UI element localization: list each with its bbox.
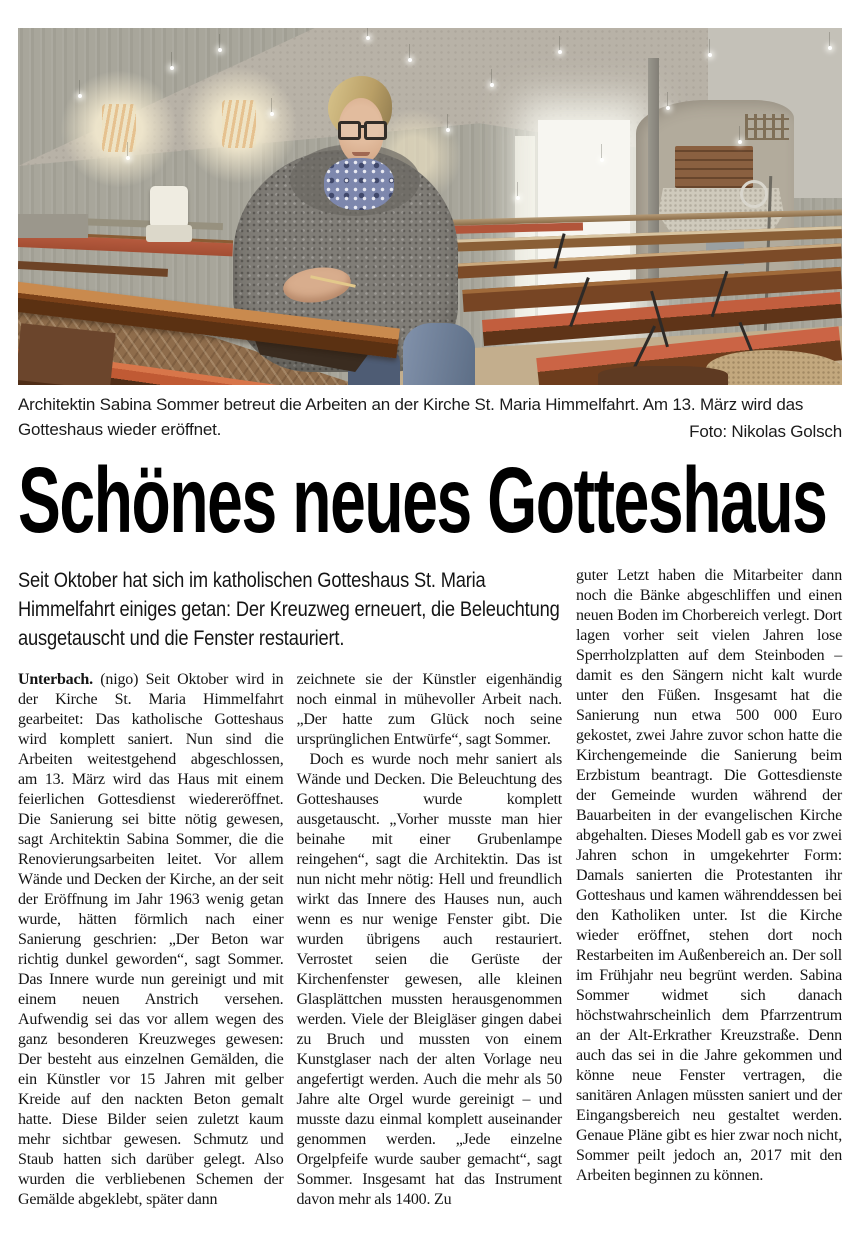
photo-caption: Architektin Sabina Sommer betreut die Arbeiten an der Kirche St. Maria Himmelfahrt. Am 13. März wird das Gotteshaus wieder eröffnet.: [18, 395, 804, 439]
hanging-light: [516, 196, 520, 200]
wall-relief: [745, 114, 789, 140]
pew-end-slab: [18, 323, 116, 385]
column-3: [576, 566, 842, 1210]
hanging-light: [828, 46, 832, 50]
jeans-leg: [403, 323, 475, 385]
caption-row: [18, 392, 842, 444]
glasses-bridge: [358, 125, 365, 128]
glasses-icon: [338, 121, 361, 140]
wood-panel: [675, 146, 753, 188]
metal-ring: [740, 180, 768, 208]
article-paragraph: guter Letzt haben die Mitarbeiter dann noch die Bänke abgeschliffen und einen neuen Boden im Chorbereich verlegt. Dort lagen vorher seit vielen Jahren lose Sperrholzplatten auf dem Steinboden – damit es den Sängern nicht kalt wurde unter den Füßen. Insgesamt hat die Sanierung nun etwa 500 000 Euro gekostet, zwei Jahre zuvor schon hatte die Kirchengemeinde die Sanierung beim Erzbistum beantragt. Die Gottesdienste der Gemeinde wurden während der Bauarbeiten in der evangelischen Kirche abgehalten. Dieses Modell gab es vor zwei Jahren schon in umgekehrter Form: Damals sanierten die Protestanten ihr Gotteshaus und kamen währenddessen bei den Katholiken unter. Ist die Kirche wieder eröffnet, stehen dort noch Restarbeiten im Außenbereich an. Der soll im Frühjahr neu begrünt werden. Sabina Sommer widmet sich danach höchstwahrscheinlich dem Pfarrzentrum an der Alt-Erkrather Kreuzstraße. Denn auch das sei in die Jahre gekommen und könne neue Fenster vertragen, die sanitären Anlagen müssten saniert und der Eingangsbereich neu gestaltet werden. Genaue Pläne gibt es hier zwar noch nicht, Sommer peilt jedoch an, 2017 mit den Arbeiten beginnen zu können.: [576, 566, 842, 1184]
article-body: [18, 566, 842, 1210]
patterned-scarf: [324, 158, 394, 210]
kreuzweg-chalk-painting: [222, 100, 256, 148]
photo-credit: Foto: Nikolas Golsch: [689, 422, 842, 441]
paragraph-text: Seit Oktober wird in der Kirche St. Maria Himmelfahrt gearbeitet: Das katholische Gotteshaus wird komplett saniert. Nun sind die Arbeiten weitestgehend abgeschlossen, am 13. März wird das Haus mit einem feierlichen Gottesdienst wiedereröffnet. Die Sanierung sei bitte nötig gewesen, sagt Architektin Sabina Sommer, die die Renovierungsarbeiten leitet. Vor allem Wände und Decken der Kirche, an der seit der Eröffnung im Jahr 1963 wenig getan wurde, hätten förmlich nach einer Sanierung geschrien: „Der Beton war richtig dunkel geworden“, sagt Sommer. Das Innere wurde nun gereinigt und mit einem neuen Anstrich versehen. Aufwendig sei das vor allem wegen des ganz besonderen Kreuzweges gewesen: Der besteht aus einzelnen Gemälden, die ein Künstler vor 15 Jahren mit gelber Kreide auf den nackten Beton gemalt hatte. Diese Bilder seien zuletzt kaum mehr sichtbar gewesen. Schmutz und Staub hatten sich darüber gelegt. Also wurden die verbliebenen Schemen der Gemälde abgeklebt, später dann: [18, 670, 284, 1208]
baptismal-font-base: [146, 225, 192, 242]
column-2: [297, 670, 563, 1210]
column-row: [18, 670, 562, 1210]
glasses-icon: [364, 121, 387, 140]
hanging-light: [270, 112, 274, 116]
baptismal-font: [150, 186, 188, 228]
hanging-light: [126, 156, 130, 160]
headline: Schönes neues Gotteshaus: [18, 448, 827, 552]
left-zone: [18, 566, 562, 1210]
article-paragraph: zeichnete sie der Künstler eigenhändig noch einmal in mühevoller Arbeit nach. „Der hatte zum Glück noch seine ursprünglichen Entwürfe“, sagt Sommer.: [296, 670, 562, 748]
wood-fragment: [598, 366, 728, 385]
hanging-light: [558, 50, 562, 54]
article-paragraph: Doch es wurde noch mehr saniert als Wände und Decken. Die Beleuchtung des Gotteshauses wurde komplett ausgetauscht. „Vorher musste man hier beinahe mit einer Grubenlampe reingehen“, sagt die Architektin. Das ist nun nicht mehr nötig: Hell und freundlich wirkt das Innere des Hauses nun, auch wenn es nur wenige Fenster gibt. Die wurden übrigens auch restauriert. Verrostet seien die Gerüste der Kirchenfenster gewesen, alle kleinen Glasplättchen mussten herausgenommen werden. Viele der Bleigläser gingen dabei zu Bruch und mussten von einem Kunstglaser nach der alten Vorlage neu angefertigt werden. Auch die mehr als 50 Jahre alte Orgel wurde gereinigt – und musste dazu einmal komplett auseinander genommen werden. „Jede einzelne Orgelpfeife wurde sauber gemacht“, sagt Sommer. Insgesamt hat das Instrument davon mehr als 1400. Zu: [296, 750, 562, 1208]
article-deck: Seit Oktober hat sich im katholischen Gotteshaus St. Maria Himmelfahrt einiges getan: Der Kreuzweg erneuert, die Beleuchtung ausgetauscht und die Fenster restauriert.: [18, 567, 560, 650]
hanging-light: [738, 140, 742, 144]
dateline: Unterbach.: [18, 670, 93, 688]
hanging-light: [170, 66, 174, 70]
hanging-light: [366, 36, 370, 40]
hanging-light: [408, 58, 412, 62]
column-1: [18, 670, 284, 1210]
article-photo: [18, 28, 842, 385]
hanging-light: [78, 94, 82, 98]
kreuzweg-chalk-painting: [102, 104, 136, 152]
hanging-light: [666, 106, 670, 110]
hanging-light: [218, 48, 222, 52]
side-table: [18, 214, 88, 238]
hanging-light: [490, 83, 494, 87]
concrete-pillar-thin: [648, 58, 659, 283]
byline: (nigo): [100, 670, 139, 688]
hanging-light: [600, 158, 604, 162]
hanging-light: [708, 53, 712, 57]
article-paragraph: [18, 670, 284, 1210]
architect-mouth: [352, 152, 370, 156]
hanging-light: [446, 128, 450, 132]
